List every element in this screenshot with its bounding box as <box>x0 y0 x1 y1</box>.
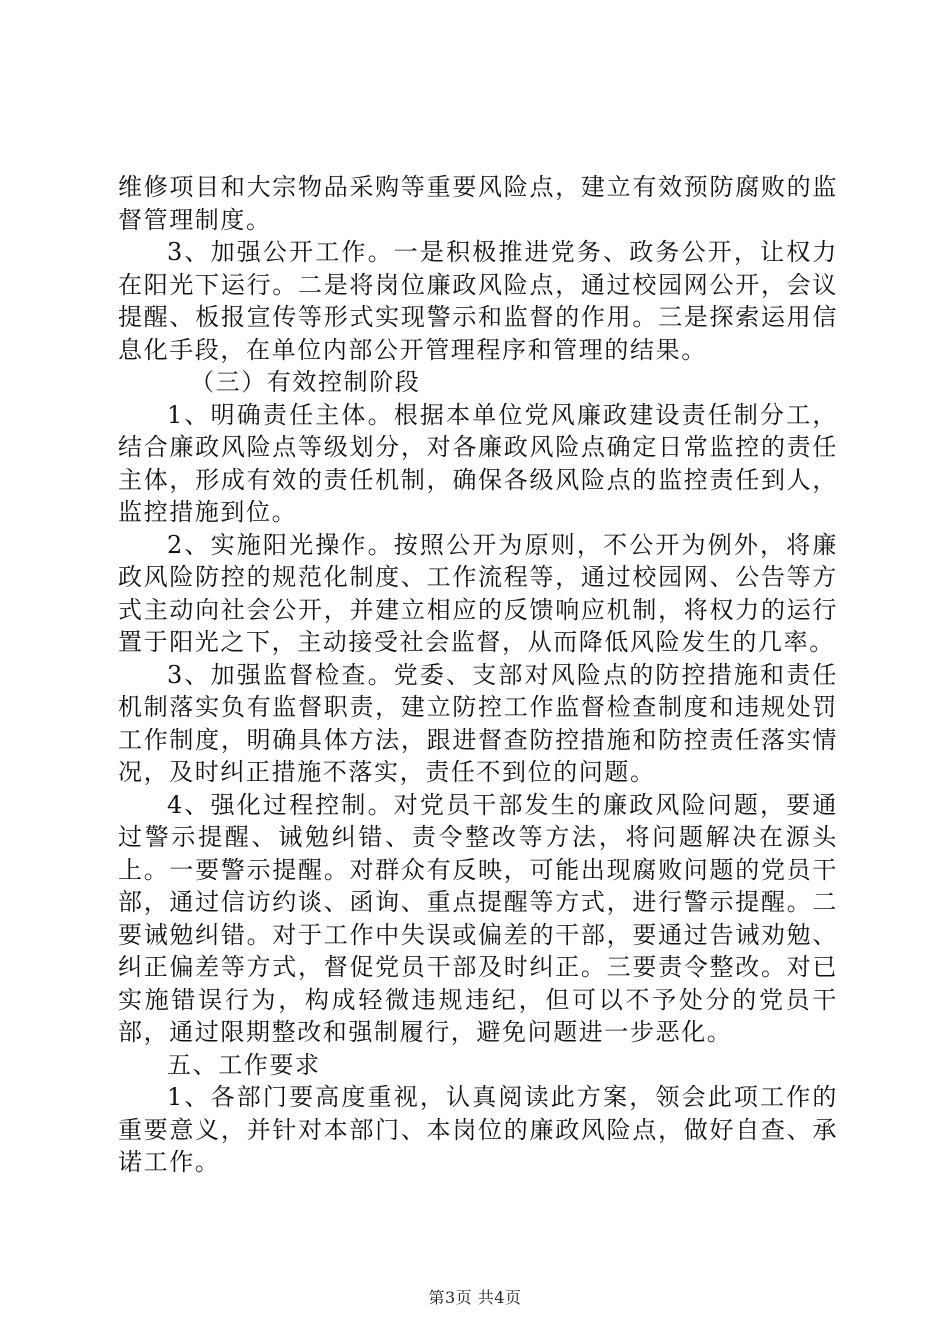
paragraph-sunshine-operation: 2、实施阳光操作。按照公开为原则，不公开为例外，将廉政风险防控的规范化制度、工作流程等，通过校园网、公告等方式主动向社会公开，并建立相应的反馈响应机制，将权力的运行置于阳光之下，主动接受社会监督，从而降低风险发生的几率。 <box>118 530 838 656</box>
paragraph-department-attention: 1、各部门要高度重视，认真阅读此方案，领会此项工作的重要意义，并针对本部门、本岗位的廉政风险点，做好自查、承诺工作。 <box>118 1083 838 1176</box>
paragraph-continuation: 维修项目和大宗物品采购等重要风险点，建立有效预防腐败的监督管理制度。 <box>118 173 838 234</box>
paragraph-process-control: 4、强化过程控制。对党员干部发生的廉政风险问题，要通过警示提醒、诫勉纠错、责令整改等方法，将问题解决在源头上。一要警示提醒。对群众有反映，可能出现腐败问题的党员干部，通过信访约谈、函询、重点提醒等方式，进行警示提醒。二要诫勉纠错。对于工作中失误或偏差的干部，要通过告诫劝勉、纠正偏差等方式，督促党员干部及时纠正。三要责令整改。对已实施错误行为，构成轻微违规违纪，但可以不予处分的党员干部，通过限期整改和强制履行，避免问题进一步恶化。 <box>118 790 838 1046</box>
section-heading-work-requirements: 五、工作要求 <box>167 1050 321 1079</box>
paragraph-supervision-inspection: 3、加强监督检查。党委、支部对风险点的防控措施和责任机制落实负有监督职责，建立防控工作监督检查制度和违规处罚工作制度，明确具体方法，跟进督查防控措施和防控责任落实情况，及时纠正措施不落实，责任不到位的问题。 <box>118 660 838 786</box>
page-number-footer: 第3页 共4页 <box>428 1288 522 1307</box>
paragraph-strengthen-openness: 3、加强公开工作。一是积极推进党务、政务公开，让权力在阳光下运行。二是将岗位廉政风险点，通过校园网公开，会议提醒、板报宣传等形式实现警示和监督的作用。三是探索运用信息化手段，在单位内部公开管理程序和管理的结果。 <box>118 238 838 364</box>
section-heading-effective-control: （三）有效控制阶段 <box>190 368 421 396</box>
paragraph-clarify-responsibility: 1、明确责任主体。根据本单位党风廉政建设责任制分工，结合廉政风险点等级划分，对各廉政风险点确定日常监控的责任主体，形成有效的责任机制，确保各级风险点的监控责任到人，监控措施到位。 <box>118 400 838 526</box>
document-body <box>118 171 838 1179</box>
